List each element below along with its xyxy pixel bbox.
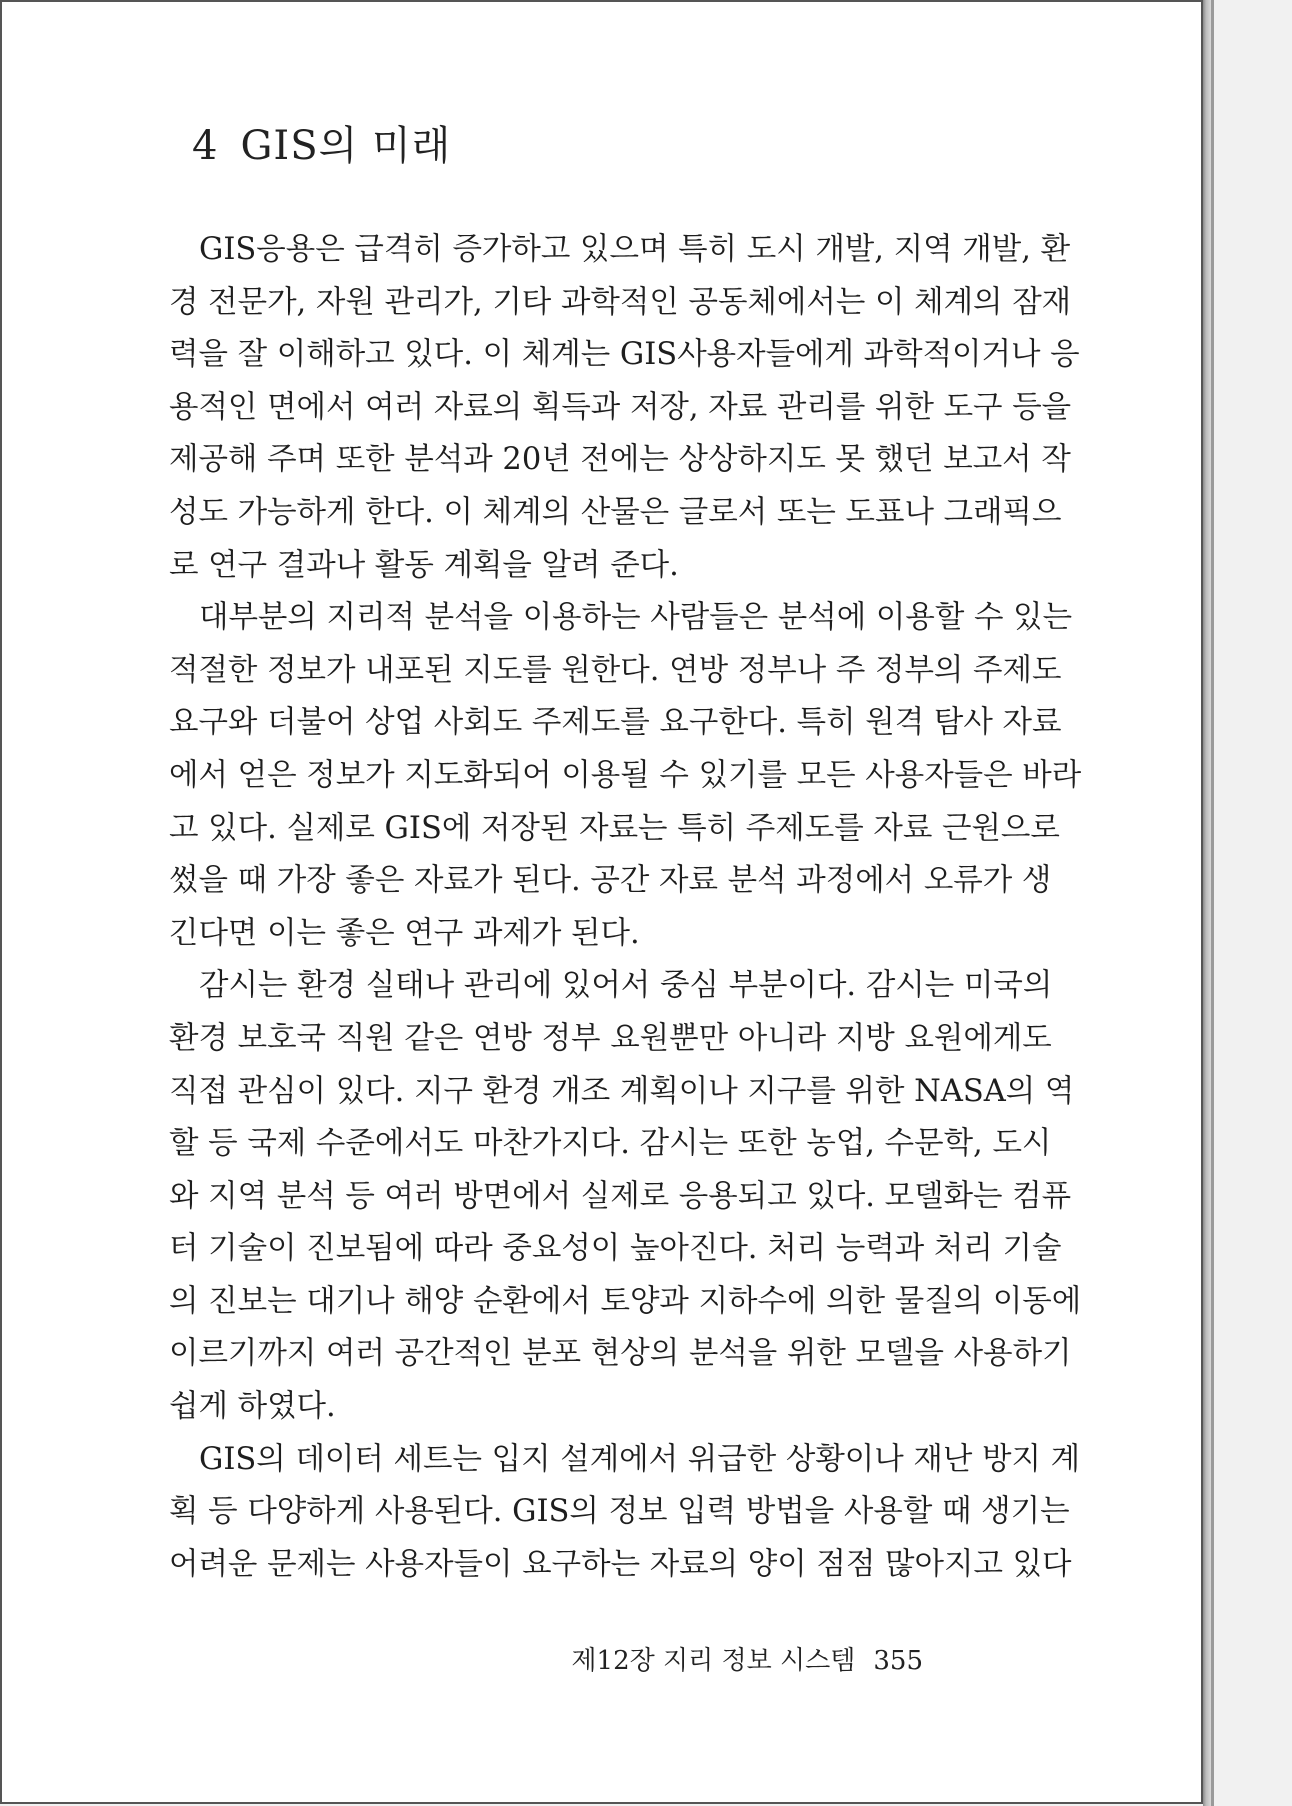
text-line: 썼을 때 가장 좋은 자료가 된다. 공간 자료 분석 과정에서 오류가 생	[169, 863, 1052, 899]
text-line: GIS응용은 급격히 증가하고 있으며 특히 도시 개발, 지역 개발, 환	[199, 232, 1071, 267]
text-line: 의 진보는 대기나 해양 순환에서 토양과 지하수에 의한 물질의 이동에	[169, 1283, 1082, 1319]
page-edge-shadow	[1211, 0, 1214, 1806]
text-line: 어려운 문제는 사용자들이 요구하는 자료의 양이 점점 많아지고 있다	[169, 1546, 1072, 1582]
text-line: 로 연구 결과나 활동 계획을 알려 준다.	[169, 547, 679, 583]
text-line: 성도 가능하게 한다. 이 체계의 산물은 글로서 또는 도표나 그래픽으	[169, 494, 1062, 530]
running-head: 제12장 지리 정보 시스템	[571, 1646, 856, 1676]
text-line: 경 전문가, 자원 관리가, 기타 과학적인 공동체에서는 이 체계의 잠재	[169, 284, 1072, 320]
page-number: 355	[873, 1646, 923, 1676]
section-number: 4	[192, 123, 219, 169]
text-line: 고 있다. 실제로 GIS에 저장된 자료는 특히 주제도를 자료 근원으로	[169, 810, 1060, 846]
text-line: 적절한 정보가 내포된 지도를 원한다. 연방 정부나 주 정부의 주제도	[169, 652, 1062, 688]
text-line: 할 등 국제 수준에서도 마찬가지다. 감시는 또한 농업, 수문학, 도시	[169, 1126, 1052, 1162]
text-line: 력을 잘 이해하고 있다. 이 체계는 GIS사용자들에게 과학적이거나 응	[169, 337, 1080, 373]
text-line: 환경 보호국 직원 같은 연방 정부 요원뿐만 아니라 지방 요원에게도	[169, 1020, 1052, 1056]
text-line: 요구와 더불어 상업 사회도 주제도를 요구한다. 특히 원격 탐사 자료	[169, 705, 1062, 741]
text-line: 이르기까지 여러 공간적인 분포 현상의 분석을 위한 모델을 사용하기	[169, 1336, 1072, 1372]
text-line: 와 지역 분석 등 여러 방면에서 실제로 응용되고 있다. 모델화는 컴퓨	[169, 1178, 1072, 1214]
text-line: 긴다면 이는 좋은 연구 과제가 된다.	[169, 915, 640, 951]
page-edge	[1203, 0, 1211, 1806]
text-line: 획 등 다양하게 사용된다. GIS의 정보 입력 방법을 사용할 때 생기는	[169, 1494, 1070, 1530]
text-line: 제공해 주며 또한 분석과 20년 전에는 상상하지도 못 했던 보고서 작	[169, 442, 1071, 478]
text-line: 감시는 환경 실태나 관리에 있어서 중심 부분이다. 감시는 미국의	[199, 968, 1053, 1004]
section-title-text: GIS의 미래	[240, 123, 452, 169]
text-line: 쉽게 하였다.	[169, 1389, 336, 1425]
page-footer	[571, 1640, 923, 1677]
text-line: 용적인 면에서 여러 자료의 획득과 저장, 자료 관리를 위한 도구 등을	[169, 389, 1072, 425]
text-line: 에서 얻은 정보가 지도화되어 이용될 수 있기를 모든 사용자들은 바라	[169, 757, 1082, 793]
section-heading	[192, 114, 451, 171]
text-line: GIS의 데이터 세트는 입지 설계에서 위급한 상황이나 재난 방지 계	[199, 1441, 1081, 1477]
text-line: 대부분의 지리적 분석을 이용하는 사람들은 분석에 이용할 수 있는	[199, 600, 1073, 636]
text-line: 터 기술이 진보됨에 따라 중요성이 높아진다. 처리 능력과 처리 기술	[169, 1231, 1062, 1267]
body-text	[169, 224, 1082, 1591]
text-line: 직접 관심이 있다. 지구 환경 개조 계획이나 지구를 위한 NASA의 역	[169, 1073, 1075, 1109]
